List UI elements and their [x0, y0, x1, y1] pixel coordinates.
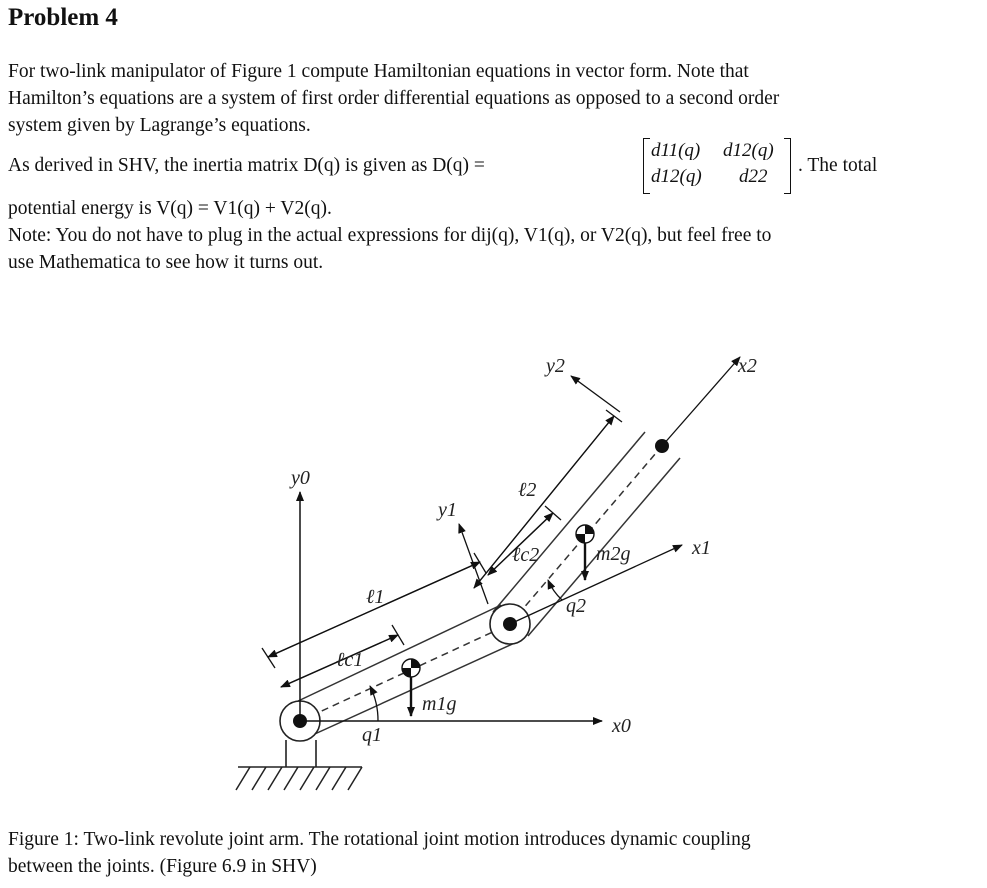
intro-line-3: system given by Lagrange’s equations. — [8, 115, 311, 136]
center-of-mass-2 — [576, 525, 594, 543]
intro-line-1: For two-link manipulator of Figure 1 compute Hamiltonian equations in vector form. Note that — [8, 61, 749, 82]
matrix-cell-21: d12(q) — [651, 166, 702, 187]
q2-angle-arc — [548, 580, 562, 600]
note-line-1: Note: You do not have to plug in the actual expressions for dij(q), V1(q), or V2(q), but feel free to — [8, 225, 772, 246]
label-x0: x0 — [612, 715, 631, 737]
q1-angle-arc — [370, 686, 378, 721]
two-link-arm-figure — [0, 330, 987, 800]
intro-line-2: Hamilton’s equations are a system of first order differential equations as opposed to a second order — [8, 88, 780, 109]
inertia-prefix: As derived in SHV, the inertia matrix D(q) is given as D(q) = — [8, 155, 485, 176]
label-x2: x2 — [738, 355, 757, 377]
base-pedestal — [286, 740, 316, 767]
label-q1: q1 — [362, 724, 382, 746]
label-lc1: ℓc1 — [336, 649, 364, 671]
label-q2: q2 — [566, 595, 586, 617]
label-y1: y1 — [438, 499, 457, 521]
label-m1g: m1g — [422, 693, 457, 715]
matrix-right-bracket — [784, 138, 791, 194]
label-y2: y2 — [546, 355, 565, 377]
matrix-cell-12: d12(q) — [723, 140, 774, 161]
figure-caption — [8, 826, 983, 880]
x2-axis-arrow — [662, 357, 740, 446]
matrix-cell-22: d22 — [739, 166, 768, 187]
label-m2g: m2g — [596, 543, 631, 565]
label-l2: ℓ2 — [518, 479, 537, 501]
caption-line-1: Figure 1: Two-link revolute joint arm. The rotational joint motion introduces dynamic coupling — [8, 829, 751, 850]
matrix-cell-11: d11(q) — [651, 140, 701, 161]
label-x1: x1 — [692, 537, 711, 559]
caption-line-2: between the joints. (Figure 6.9 in SHV) — [8, 856, 317, 877]
label-y0: y0 — [291, 467, 310, 489]
dimension-l1 — [262, 553, 486, 668]
inertia-matrix — [643, 138, 791, 194]
center-of-mass-1 — [402, 659, 420, 677]
matrix-left-bracket — [643, 138, 650, 194]
label-l1: ℓ1 — [366, 586, 385, 608]
inertia-suffix: . The total — [798, 155, 878, 176]
y1-axis-arrow — [459, 524, 488, 604]
ground-hatch — [236, 767, 362, 790]
potential-energy-line: potential energy is V(q) = V1(q) + V2(q). — [8, 198, 332, 219]
label-lc2: ℓc2 — [512, 544, 540, 566]
problem-title: Problem 4 — [8, 4, 118, 31]
note-line-2: use Mathematica to see how it turns out. — [8, 252, 324, 273]
y2-axis-arrow — [571, 376, 620, 412]
